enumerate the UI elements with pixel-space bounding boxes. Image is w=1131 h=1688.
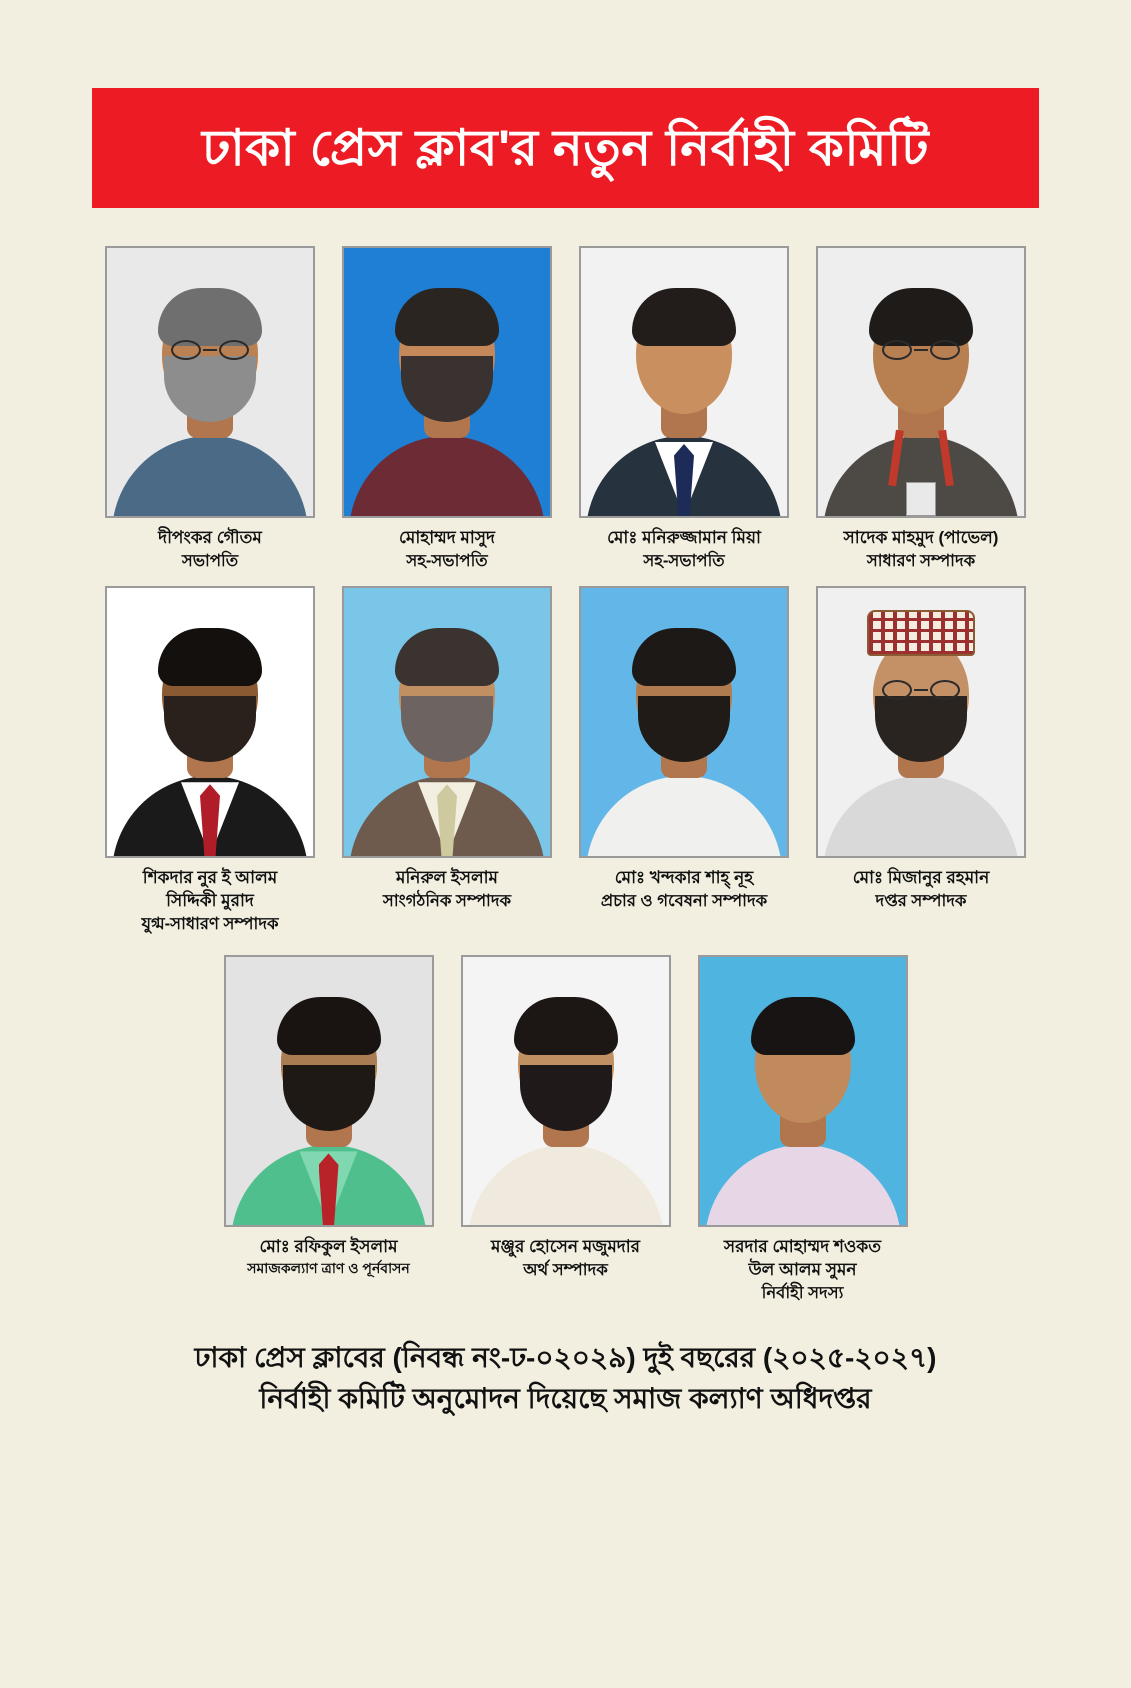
- member-post: সাধারণ সম্পাদক: [866, 551, 976, 570]
- glasses-icon: [878, 340, 964, 360]
- member-caption: [327, 867, 567, 912]
- member-card: [105, 246, 315, 572]
- portrait-photo: [226, 957, 432, 1225]
- member-card: [105, 586, 315, 935]
- member-caption: [327, 527, 567, 572]
- footer-line-2: নির্বাহী কমিটি অনুমোদন দিয়েছে সমাজ কল্যাণ অধিদপ্তর: [259, 1383, 872, 1415]
- member-name: শিকদার নুর ই আলম: [142, 868, 278, 888]
- member-post: অর্থ সম্পাদক: [523, 1261, 608, 1280]
- member-card: [816, 586, 1026, 935]
- members-row-1: [0, 246, 1131, 572]
- member-card: [579, 246, 789, 572]
- member-photo-frame: [579, 586, 789, 858]
- member-name-line2: সিদ্দিকী মুরাদ: [166, 891, 254, 911]
- portrait-photo: [344, 588, 550, 856]
- portrait-photo: [581, 588, 787, 856]
- member-caption: [90, 867, 330, 935]
- member-caption: [90, 527, 330, 572]
- portrait-photo: [107, 588, 313, 856]
- member-name: মঞ্জুর হোসেন মজুমদার: [490, 1237, 641, 1257]
- portrait-photo: [107, 248, 313, 516]
- member-photo-frame: [816, 246, 1026, 518]
- member-name: মোহাম্মদ মাসুদ: [399, 528, 495, 547]
- page-title: ঢাকা প্রেস ক্লাব'র নতুন নির্বাহী কমিটি: [201, 119, 930, 176]
- press-badge: [906, 482, 936, 516]
- member-photo-frame: [224, 955, 434, 1227]
- press-lanyard: [886, 430, 956, 516]
- member-post: যুগ্ম-সাধারণ সম্পাদক: [141, 915, 279, 934]
- member-post: দপ্তর সম্পাদক: [875, 892, 967, 911]
- portrait-photo: [700, 957, 906, 1225]
- member-card: [461, 955, 671, 1304]
- member-name-line2: উল আলম সুমন: [748, 1260, 857, 1280]
- member-card: [342, 246, 552, 572]
- member-name: মোঃ রফিকুল ইসলাম: [259, 1237, 398, 1257]
- topi-cap-icon: [867, 610, 975, 656]
- member-card: [816, 246, 1026, 572]
- members-row-3: [0, 955, 1131, 1304]
- member-post: সভাপতি: [181, 551, 239, 570]
- member-caption: [564, 867, 804, 912]
- member-name: মোঃ খন্দকার শাহ্ নূহ: [614, 868, 754, 888]
- member-name: দীপংকর গৌতম: [158, 528, 262, 547]
- member-caption: [446, 1236, 686, 1281]
- portrait-photo: [818, 248, 1024, 516]
- member-post: সাংগঠনিক সম্পাদক: [382, 892, 512, 911]
- member-post: সহ-সভাপতি: [406, 551, 488, 570]
- members-row-2: [0, 586, 1131, 935]
- member-photo-frame: [816, 586, 1026, 858]
- glasses-icon: [878, 680, 964, 700]
- member-name: সরদার মোহাম্মদ শওকত: [723, 1237, 882, 1257]
- member-name: সাদেক মাহমুদ (পাভেল): [843, 528, 999, 547]
- title-banner: [92, 88, 1039, 208]
- member-name: মোঃ মিজানুর রহমান: [852, 868, 990, 888]
- member-photo-frame: [579, 246, 789, 518]
- member-caption: [564, 527, 804, 572]
- member-post: নির্বাহী সদস্য: [761, 1284, 844, 1303]
- member-caption: [801, 527, 1041, 572]
- member-post: সমাজকল্যাণ ত্রাণ ও পূর্নবাসন: [247, 1260, 410, 1277]
- member-card: [698, 955, 908, 1304]
- footer-note: [70, 1338, 1061, 1419]
- member-photo-frame: [342, 586, 552, 858]
- member-caption: [683, 1236, 923, 1304]
- glasses-icon: [167, 340, 253, 360]
- member-post: প্রচার ও গবেষনা সম্পাদক: [600, 892, 768, 911]
- member-photo-frame: [342, 246, 552, 518]
- member-post: সহ-সভাপতি: [643, 551, 725, 570]
- member-photo-frame: [698, 955, 908, 1227]
- portrait-photo: [818, 588, 1024, 856]
- member-card: [342, 586, 552, 935]
- poster: [0, 88, 1131, 1688]
- portrait-photo: [463, 957, 669, 1225]
- member-photo-frame: [105, 246, 315, 518]
- members-grid: [0, 246, 1131, 1304]
- portrait-photo: [344, 248, 550, 516]
- footer-line-1: ঢাকা প্রেস ক্লাবের (নিবন্ধ নং-ঢ-০২০২৯) দুই বছরের (২০২৫-২০২৭): [194, 1342, 937, 1374]
- member-caption: [209, 1236, 449, 1278]
- member-photo-frame: [105, 586, 315, 858]
- portrait-photo: [581, 248, 787, 516]
- member-photo-frame: [461, 955, 671, 1227]
- member-card: [224, 955, 434, 1304]
- member-card: [579, 586, 789, 935]
- member-name: মোঃ মনিরুজ্জামান মিয়া: [607, 528, 761, 547]
- member-name: মনিরুল ইসলাম: [396, 868, 498, 888]
- member-caption: [801, 867, 1041, 912]
